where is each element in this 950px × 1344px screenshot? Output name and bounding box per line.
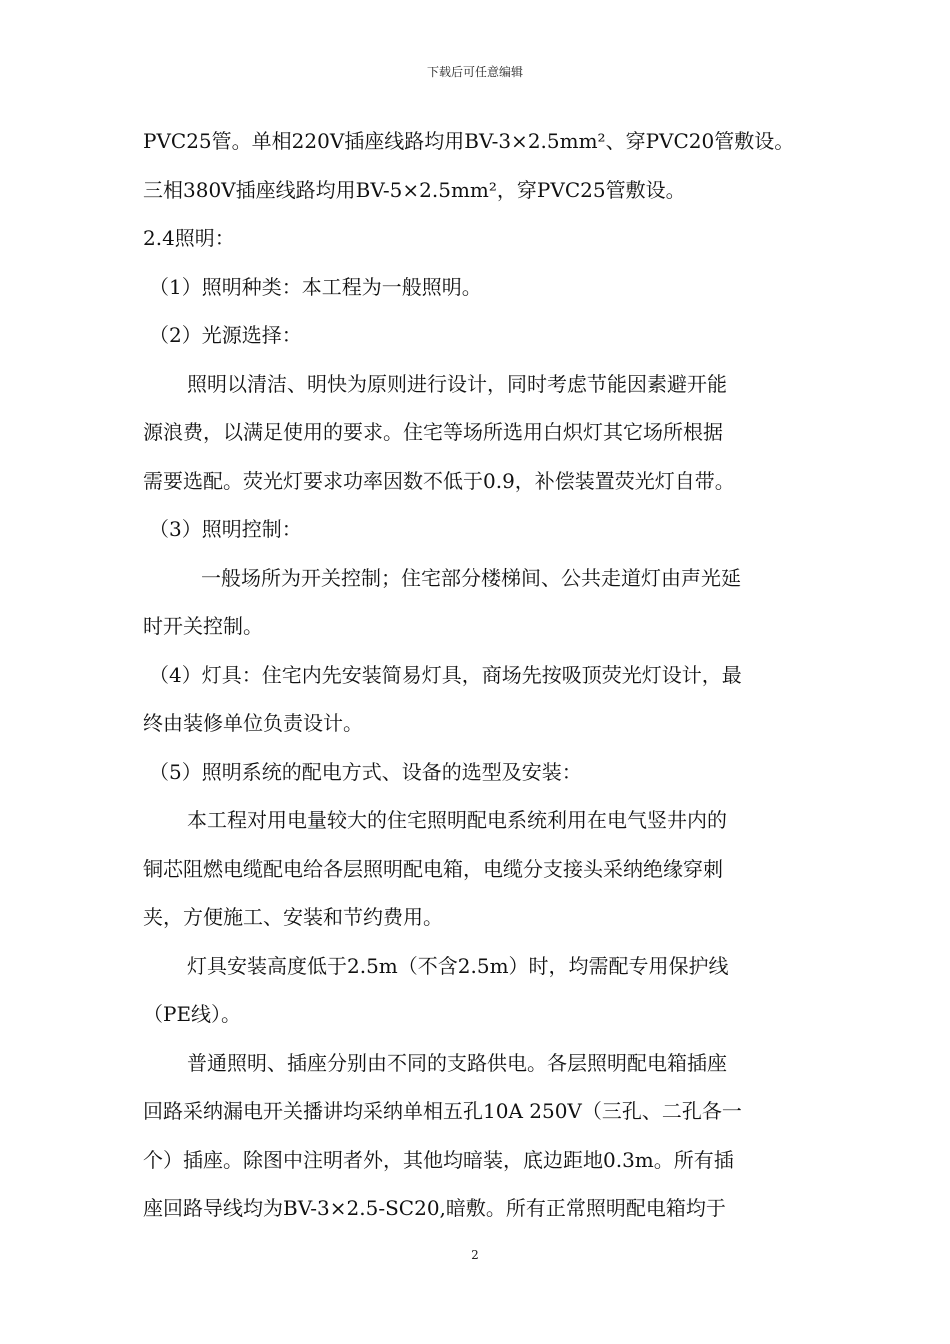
- body-line: 本工程对用电量较大的住宅照明配电系统利用在电气竖井内的: [187, 808, 727, 832]
- body-line: 回路采纳漏电开关播讲均采纳单相五孔10A 250V（三孔、二孔各一: [143, 1099, 742, 1123]
- document-body: [143, 117, 813, 1233]
- page-header: 下载后可任意编辑: [426, 65, 523, 79]
- subsection-heading: （1）照明种类：本工程为一般照明。: [149, 274, 482, 299]
- body-line: 座回路导线均为BV-3×2.5-SC20,暗敷。所有正常照明配电箱均于: [143, 1196, 726, 1220]
- page-number: 2: [471, 1248, 479, 1262]
- section-heading: 2.4照明：: [143, 226, 235, 250]
- body-line: 个）插座。除图中注明者外，其他均暗装，底边距地0.3m。所有插: [143, 1147, 734, 1172]
- subsection-heading: （3）照明控制：: [149, 517, 302, 541]
- body-line: 夹，方便施工、安装和节约费用。: [143, 905, 443, 929]
- body-line: 照明以清洁、明快为原则进行设计，同时考虑节能因素避开能: [187, 371, 727, 396]
- subsection-heading: （4）灯具：住宅内先安装简易灯具，商场先按吸顶荧光灯设计，最: [149, 662, 742, 687]
- body-line: 终由装修单位负责设计。: [143, 711, 363, 735]
- subsection-heading: （2）光源选择：: [149, 323, 302, 347]
- body-line: 时开关控制。: [143, 614, 263, 638]
- body-line: 源浪费，以满足使用的要求。住宅等场所选用白炽灯其它场所根据: [143, 420, 723, 444]
- body-line: 一般场所为开关控制；住宅部分楼梯间、公共走道灯由声光延: [201, 565, 741, 590]
- body-line: （PE线）。: [143, 1002, 242, 1026]
- body-line: 铜芯阻燃电缆配电给各层照明配电箱，电缆分支接头采纳绝缘穿刺: [143, 856, 723, 881]
- body-line: PVC25管。单相220V插座线路均用BV-3×2.5mm²、穿PVC20管敷设。: [143, 129, 795, 153]
- body-line: 灯具安装高度低于2.5m（不含2.5m）时，均需配专用保护线: [187, 953, 729, 978]
- body-line: 普通照明、插座分别由不同的支路供电。各层照明配电箱插座: [187, 1050, 727, 1075]
- subsection-heading: （5）照明系统的配电方式、设备的选型及安装：: [149, 759, 582, 784]
- body-line: 需要选配。荧光灯要求功率因数不低于0.9，补偿装置荧光灯自带。: [143, 468, 735, 493]
- body-line: 三相380V插座线路均用BV-5×2.5mm²，穿PVC25管敷设。: [143, 177, 686, 202]
